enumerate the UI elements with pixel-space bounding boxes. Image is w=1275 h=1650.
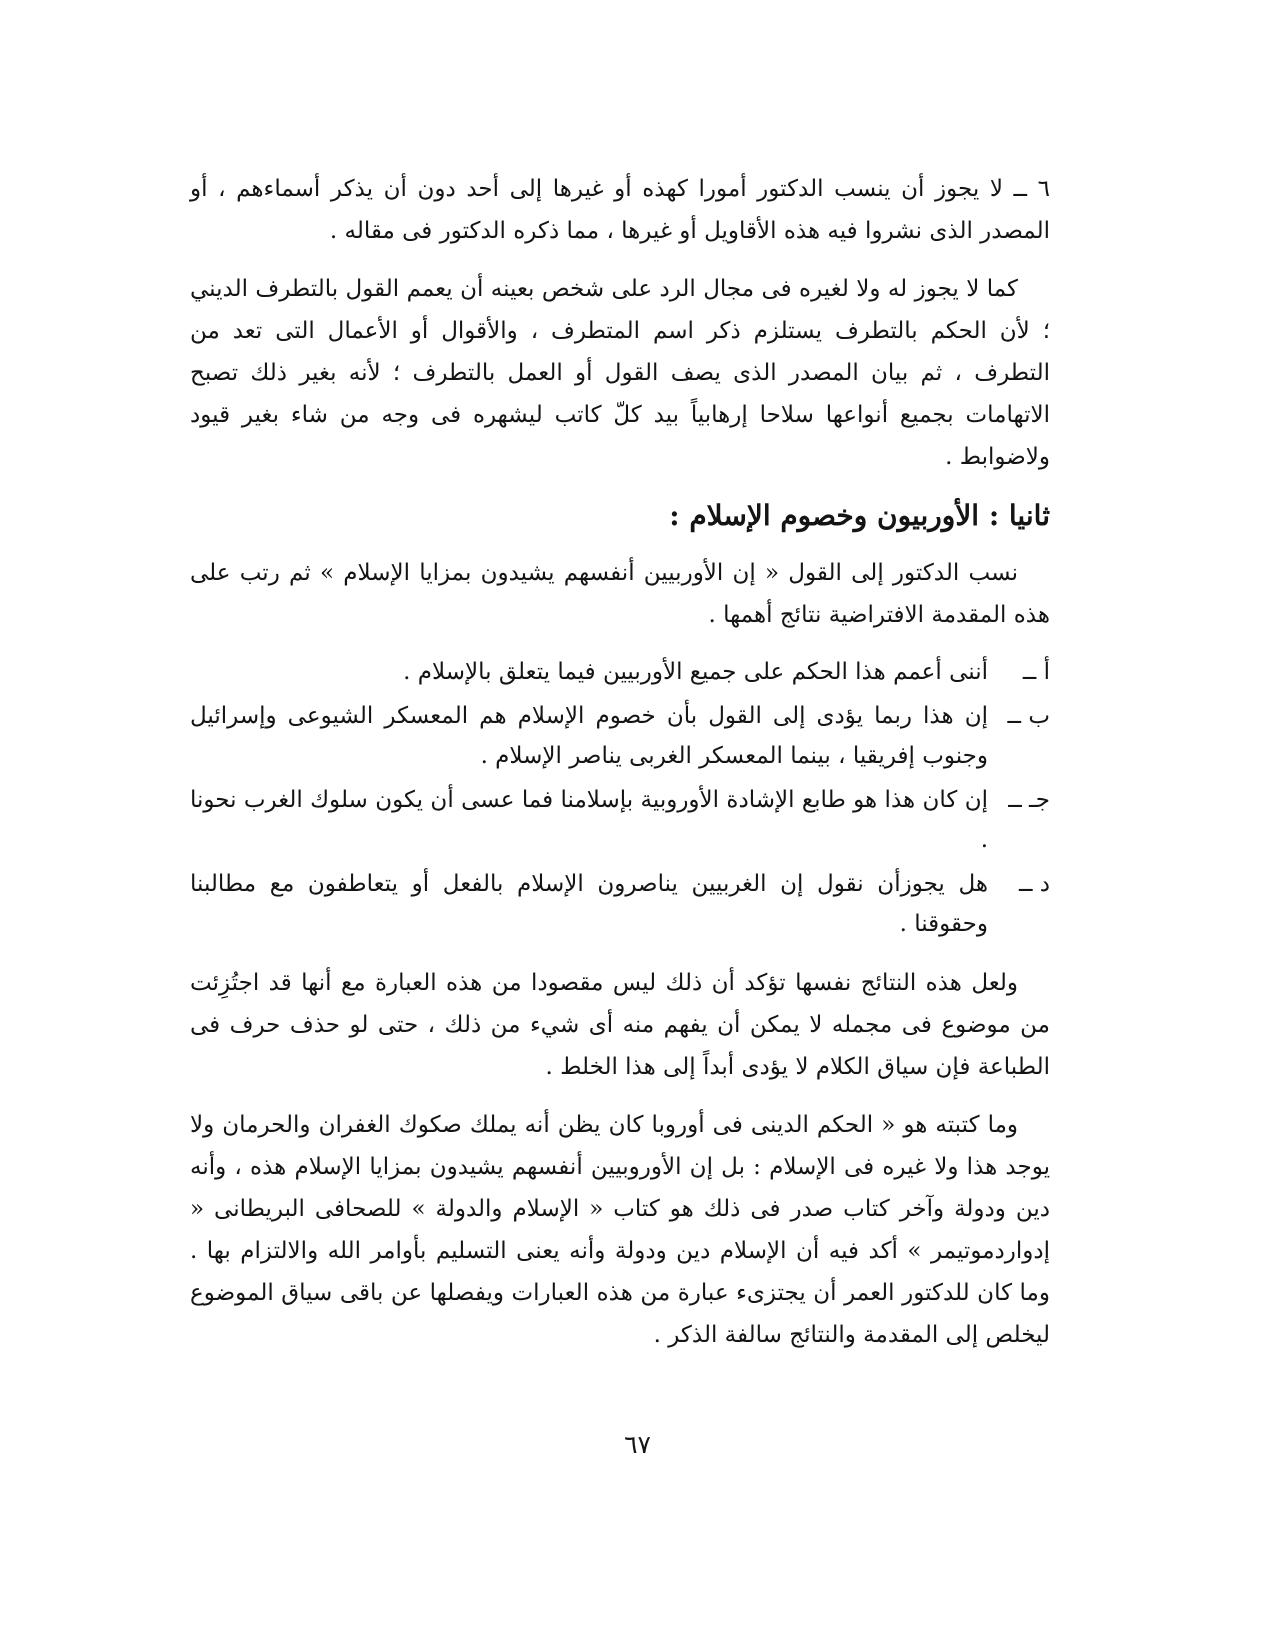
list-text: إن هذا ربما يؤدى إلى القول بأن خصوم الإسلام هم المعسكر الشيوعى وإسرائيل وجنوب إفريقيا ، بينما المعسكر الغربى يناصر الإسلام . (190, 703, 988, 769)
list-marker: جـ ــ (1008, 787, 1050, 813)
list-item (190, 864, 1050, 944)
paragraph-results: ولعل هذه النتائج نفسها تؤكد أن ذلك ليس مقصودا من هذه العبارة مع أنها قد اجتُزِئت من موضوع فى مجمله لا يمكن أن يفهم منه أى شيء من ذلك ، حتى لو حذف حرف فى الطباعة فإن سياق الكلام لا يؤدى أبداً إلى هذا الخلط . (190, 970, 1050, 1080)
list-item (190, 780, 1050, 860)
list-marker: أ ــ (1022, 659, 1050, 685)
list-marker: ب ــ (1007, 703, 1050, 729)
list-marker: د ــ (1018, 871, 1050, 897)
list-item (190, 652, 1050, 692)
section-heading: ثانيا : الأوربيون وخصوم الإسلام : (669, 499, 1050, 532)
paragraph-extremism: كما لا يجوز له ولا لغيره فى مجال الرد على شخص بعينه أن يعمم القول بالتطرف الديني ؛ لأن الحكم بالتطرف يستلزم ذكر اسم المتطرف ، والأقوال أو الأعمال التى تعد من التطرف ، ثم بيان المصدر الذى يصف القول أو العمل بالتطرف ؛ لأنه بغير ذلك تصبح الاتهامات بجميع أنواعها سلاحا إرهابياً بيد كلّ كاتب ليشهره فى وجه من شاء بغير قيود ولاضوابط . (190, 276, 1051, 470)
paragraph-final: وما كتبته هو « الحكم الدينى فى أوروبا كان يظن أنه يملك صكوك الغفران والحرمان ولا يوجد هذا ولا غيره فى الإسلام : بل إن الأوروبيين أنفسهم يشيدون بمزايا الإسلام هذه ، وأنه دين ودولة وآخر كتاب صدر فى ذلك هو كتاب « الإسلام والدولة » للصحافى البريطانى « إدواردموتيمر » أكد فيه أن الإسلام دين ودولة وأنه يعنى التسليم بأوامر الله والالتزام بها . وما كان للدكتور العمر أن يجتزىء عبارة من هذه العبارات ويفصلها عن باقى سياق الموضوع ليخلص إلى المقدمة والنتائج سالفة الذكر . (190, 1112, 1050, 1348)
list-item (190, 696, 1050, 776)
paragraph-attribution: نسب الدكتور إلى القول « إن الأوربيين أنفسهم يشيدون بمزايا الإسلام » ثم رتب على هذه المقدمة الافتراضية نتائج أهمها . (190, 560, 1050, 628)
page-body (190, 168, 1050, 1372)
list-text: هل يجوزأن نقول إن الغربيين يناصرون الإسلام بالفعل أو يتعاطفون مع مطالبنا وحقوقنا . (190, 871, 988, 937)
paragraph-6: ٦ ــ لا يجوز أن ينسب الدكتور أمورا كهذه أو غيرها إلى أحد دون أن يذكر أسماءهم ، أو المصدر الذى نشروا فيه هذه الأقاويل أو غيرها ، مما ذكره الدكتور فى مقاله . (190, 176, 1050, 244)
results-list (190, 652, 1050, 944)
list-text: أننى أعمم هذا الحكم على جميع الأوربيين فيما يتعلق بالإسلام . (403, 659, 988, 685)
list-text: إن كان هذا هو طابع الإشادة الأوروبية بإسلامنا فما عسى أن يكون سلوك الغرب نحونا . (190, 787, 988, 853)
page-number: ٦٧ (624, 1430, 651, 1459)
